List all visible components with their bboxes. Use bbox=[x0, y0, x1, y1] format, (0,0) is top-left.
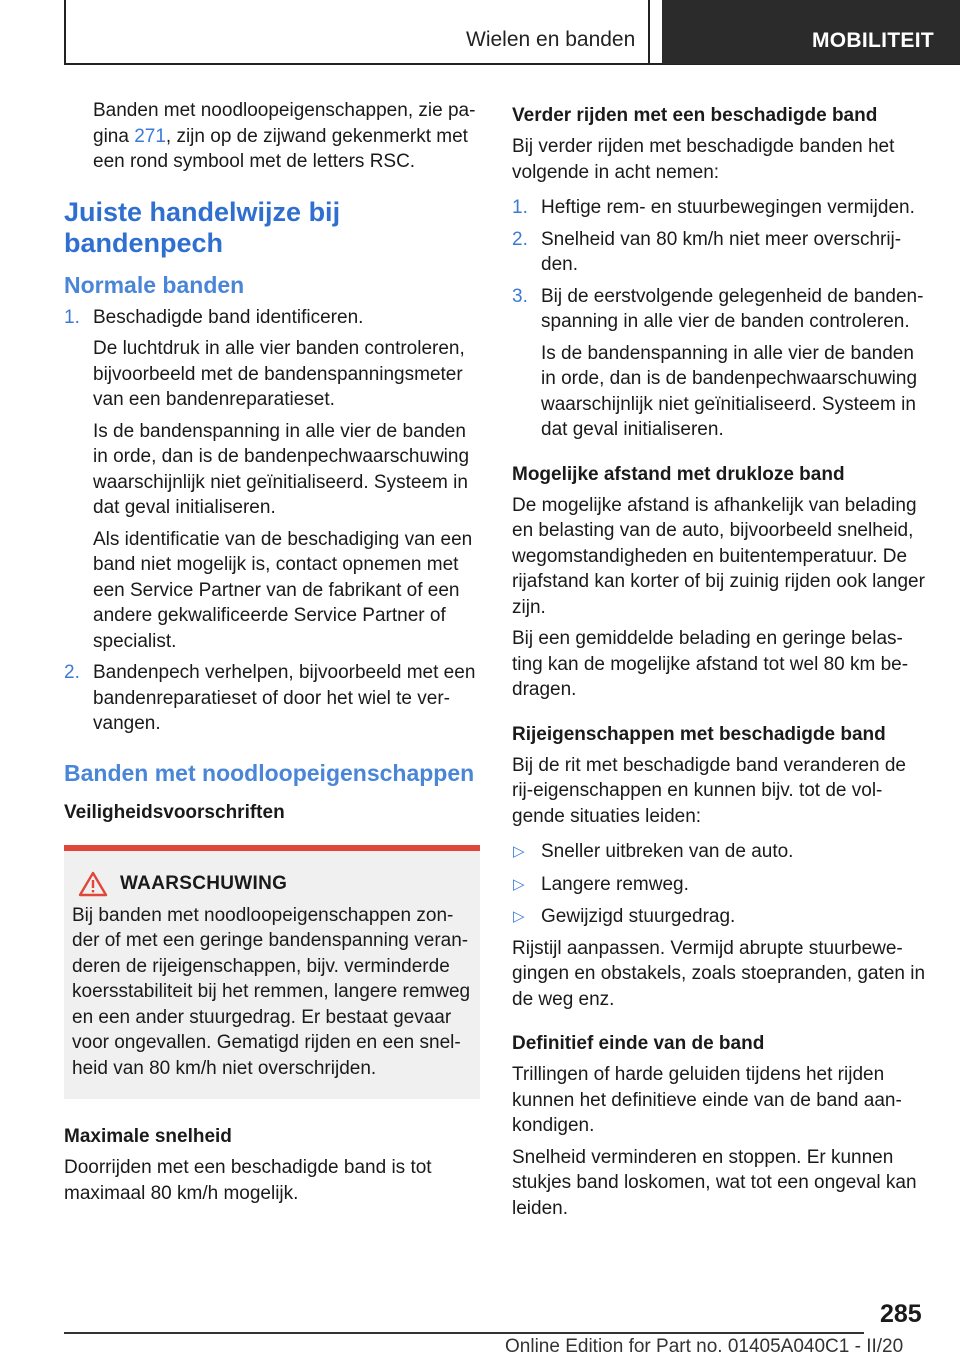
handling-bullets bbox=[512, 839, 928, 930]
step-number: 2. bbox=[64, 662, 80, 683]
list-item bbox=[512, 195, 928, 221]
normal-tyres-heading: Normale banden bbox=[64, 271, 245, 298]
right-column bbox=[512, 98, 928, 1221]
continue-heading: Verder rijden met een beschadigde band bbox=[512, 105, 878, 126]
header-section-title: Wielen en banden bbox=[466, 28, 636, 51]
end-paragraph: Trillingen of harde geluiden tijdens het rijden kunnen het definitieve einde van de band aan-kondigen. bbox=[512, 1064, 902, 1136]
max-speed-text: Doorrijden met een beschadigde band is tot maximaal 80 km/h mogelijk. bbox=[64, 1157, 432, 1204]
handling-after: Rijstijl aanpassen. Vermijd abrupte stuurbewe-gingen en obstakels, zoals stoepranden, gaten in de weg enz. bbox=[512, 937, 926, 1010]
triangle-bullet-icon: ▷ bbox=[513, 843, 525, 860]
header-chapter-tab bbox=[662, 0, 960, 64]
distance-heading: Mogelijke afstand met drukloze band bbox=[512, 463, 845, 485]
step-text: Bandenpech verhelpen, bijvoorbeeld met een bandenreparatieset of door het wiel te ver-vangen. bbox=[93, 662, 476, 734]
step-paragraph: Is de bandenspanning in alle vier de banden in orde, dan is de bandenpechwaarschuwing waarschijnlijk niet geïnitialiseerd. Systeem in dat geval initialiseren. bbox=[541, 342, 918, 440]
continue-steps bbox=[512, 195, 928, 443]
max-speed-heading: Maximale snelheid bbox=[64, 1126, 232, 1147]
footer-line bbox=[64, 1332, 864, 1334]
page-number: 285 bbox=[880, 1300, 922, 1328]
step-number: 1. bbox=[512, 197, 528, 218]
distance-paragraph: De mogelijke afstand is afhankelijk van belading en belasting van de auto, bijvoorbeeld snelheid, wegomstandigheden en buitentemperatuur. De rijafstand kan korter of bij zuinig rijden ook langer zijn. bbox=[512, 494, 925, 618]
normal-tyres-steps bbox=[64, 305, 480, 737]
warning-box bbox=[64, 845, 480, 1100]
rsc-intro: Banden met noodloopeigenschappen, zie pa-gina 271, zijn op de zijwand gekenmerkt met een rond symbool met de letters RSC. bbox=[93, 100, 476, 172]
footer-edition: Online Edition for Part no. 01405A040C1 - II/20 bbox=[505, 1336, 904, 1357]
step-paragraph: Als identificatie van de beschadiging van een band niet mogelijk is, contact opnemen met een Service Partner van de fabrikant of een andere gekwalificeerde Service Partner of specialist. bbox=[93, 528, 473, 652]
warning-triangle-icon bbox=[78, 871, 108, 897]
step-number: 1. bbox=[64, 306, 80, 328]
step-text: Snelheid van 80 km/h niet meer overschrij-den. bbox=[541, 228, 902, 275]
list-item bbox=[512, 284, 928, 443]
step-text: Bij de eerstvolgende gelegenheid de banden-spanning in alle vier de banden controleren. bbox=[541, 285, 924, 332]
end-paragraph: Snelheid verminderen en stoppen. Er kunnen stukjes band loskomen, wat tot een ongeval kan leiden. bbox=[512, 1146, 917, 1219]
step-paragraph: De luchtdruk in alle vier banden controleren, bijvoorbeeld met de bandenspanningsmeter van een bandenreparatieset. bbox=[93, 338, 465, 410]
safety-heading: Veiligheidsvoorschriften bbox=[64, 801, 285, 823]
list-item bbox=[64, 660, 480, 737]
header-left-rule bbox=[64, 0, 66, 64]
continue-intro: Bij verder rijden met beschadigde banden het volgende in acht nemen: bbox=[512, 136, 895, 183]
list-item: ▷ Gewijzigd stuurgedrag. bbox=[512, 904, 928, 930]
step-number: 2. bbox=[512, 228, 528, 250]
section-title: Juiste handelwijze bij bandenpech bbox=[64, 196, 341, 258]
handling-intro: Bij de rit met beschadigde band veranderen de rij-eigenschappen en kunnen bijv. tot de vol-gende situaties leiden: bbox=[512, 754, 906, 827]
step-text: Beschadigde band identificeren. bbox=[93, 306, 364, 328]
page-link-271[interactable]: 271 bbox=[134, 125, 166, 147]
left-column bbox=[64, 98, 480, 1206]
warning-text: Bij banden met noodloopeigenschappen zon-der of met een geringe bandenspanning veran-deren de rijeigenschappen, bijv. verminderde koersstabiliteit bij het remmen, langere remweg en een ander stuurgedrag. Er bestaat gevaar voor ongevallen. Gematigd rijden en een snel-heid van 80 km/h niet overschrijden. bbox=[72, 904, 471, 1079]
step-text: Heftige rem- en stuurbewegingen vermijden. bbox=[541, 197, 915, 218]
list-item bbox=[512, 227, 928, 278]
header-chapter-label: MOBILITEIT bbox=[812, 29, 934, 52]
triangle-bullet-icon: ▷ bbox=[513, 908, 525, 925]
header-mid-rule bbox=[648, 0, 650, 64]
step-number: 3. bbox=[512, 285, 528, 307]
warning-label: WAARSCHUWING bbox=[120, 872, 288, 894]
distance-paragraph: Bij een gemiddelde belading en geringe belas-ting kan de mogelijke afstand tot wel 80 km be-dragen. bbox=[512, 628, 909, 700]
triangle-bullet-icon: ▷ bbox=[513, 875, 525, 893]
list-item: ▷ Sneller uitbreken van de auto. bbox=[512, 839, 928, 865]
step-paragraph: Is de bandenspanning in alle vier de banden in orde, dan is de bandenpechwaarschuwing waarschijnlijk niet geïnitialiseerd. Systeem in dat geval initialiseren. bbox=[93, 420, 470, 518]
handling-heading: Rijeigenschappen met beschadigde band bbox=[512, 723, 886, 745]
rsc-heading: Banden met noodloopeigenschappen bbox=[64, 759, 475, 786]
end-heading: Definitief einde van de band bbox=[512, 1033, 765, 1054]
list-item bbox=[64, 305, 480, 655]
list-item: ▷ Langere remweg. bbox=[512, 872, 928, 898]
warning-header bbox=[72, 871, 472, 897]
